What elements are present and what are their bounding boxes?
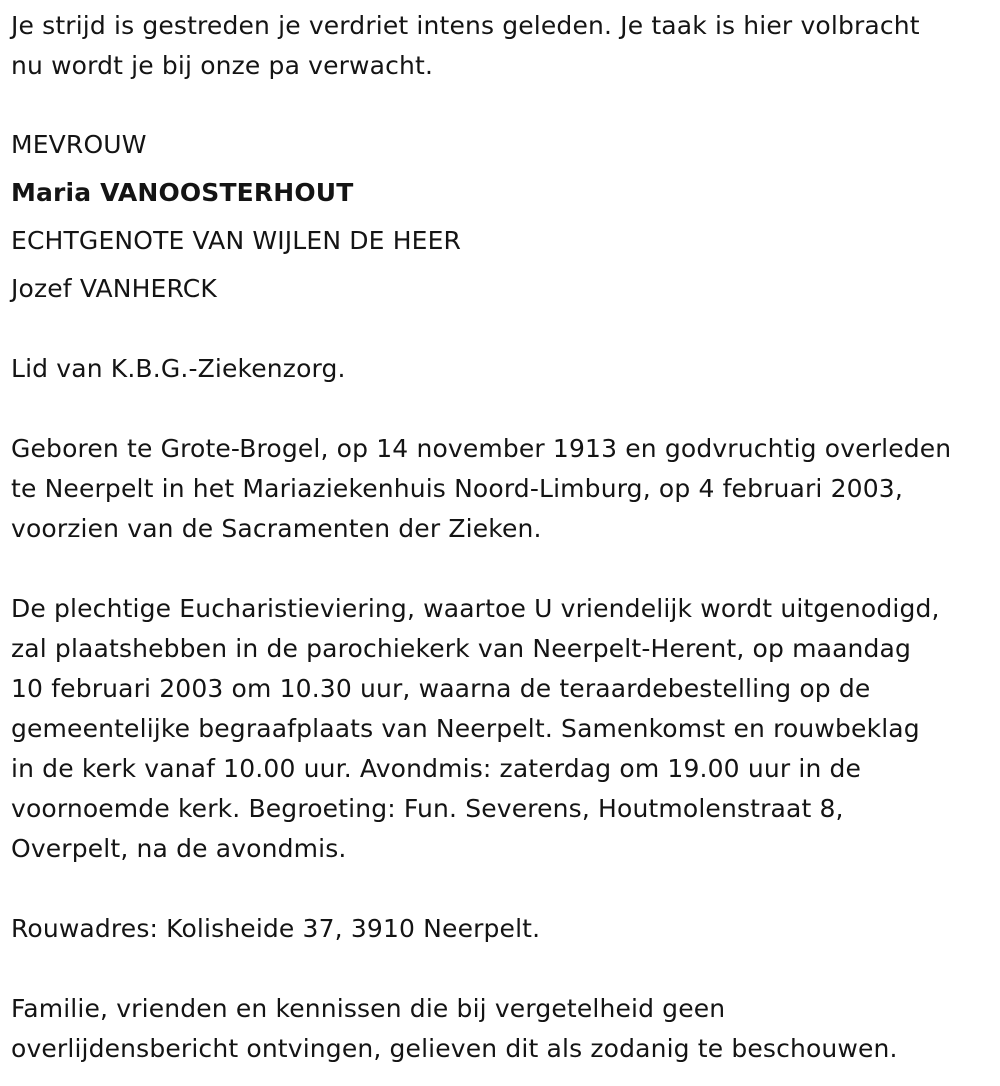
relation-line: ECHTGENOTE VAN WIJLEN DE HEER bbox=[11, 226, 462, 255]
birth-death-line-3: voorzien van de Sacramenten der Zieken. bbox=[11, 514, 542, 543]
ceremony-line-4: gemeentelijke begraafplaats van Neerpelt. Samenkomst en rouwbeklag bbox=[11, 714, 920, 743]
ceremony-line-7: Overpelt, na de avondmis. bbox=[11, 834, 347, 863]
ceremony-line-6: voornoemde kerk. Begroeting: Fun. Severens, Houtmolenstraat 8, bbox=[11, 794, 844, 823]
ceremony-line-3: 10 februari 2003 om 10.30 uur, waarna de teraardebestelling op de bbox=[11, 674, 871, 703]
intro-verse-line-2: nu wordt je bij onze pa verwacht. bbox=[11, 51, 434, 80]
spouse-name: Jozef VANHERCK bbox=[11, 274, 217, 303]
ceremony-line-1: De plechtige Eucharistieviering, waartoe U vriendelijk wordt uitgenodigd, bbox=[11, 594, 940, 623]
birth-death-line-1: Geboren te Grote-Brogel, op 14 november 1913 en godvruchtig overleden bbox=[11, 434, 952, 463]
closing-line-2: overlijdensbericht ontvingen, gelieven dit als zodanig te beschouwen. bbox=[11, 1034, 898, 1063]
intro-verse-line-1: Je strijd is gestreden je verdriet intens geleden. Je taak is hier volbracht bbox=[11, 11, 920, 40]
ceremony-line-2: zal plaatshebben in de parochiekerk van Neerpelt-Herent, op maandag bbox=[11, 634, 912, 663]
mourning-address: Rouwadres: Kolisheide 37, 3910 Neerpelt. bbox=[11, 914, 541, 943]
closing-line-1: Familie, vrienden en kennissen die bij vergetelheid geen bbox=[11, 994, 726, 1023]
birth-death-line-2: te Neerpelt in het Mariaziekenhuis Noord-Limburg, op 4 februari 2003, bbox=[11, 474, 903, 503]
membership-line: Lid van K.B.G.-Ziekenzorg. bbox=[11, 354, 346, 383]
ceremony-line-5: in de kerk vanaf 10.00 uur. Avondmis: zaterdag om 19.00 uur in de bbox=[11, 754, 862, 783]
deceased-name: Maria VANOOSTERHOUT bbox=[11, 178, 354, 207]
salutation: MEVROUW bbox=[11, 130, 147, 159]
